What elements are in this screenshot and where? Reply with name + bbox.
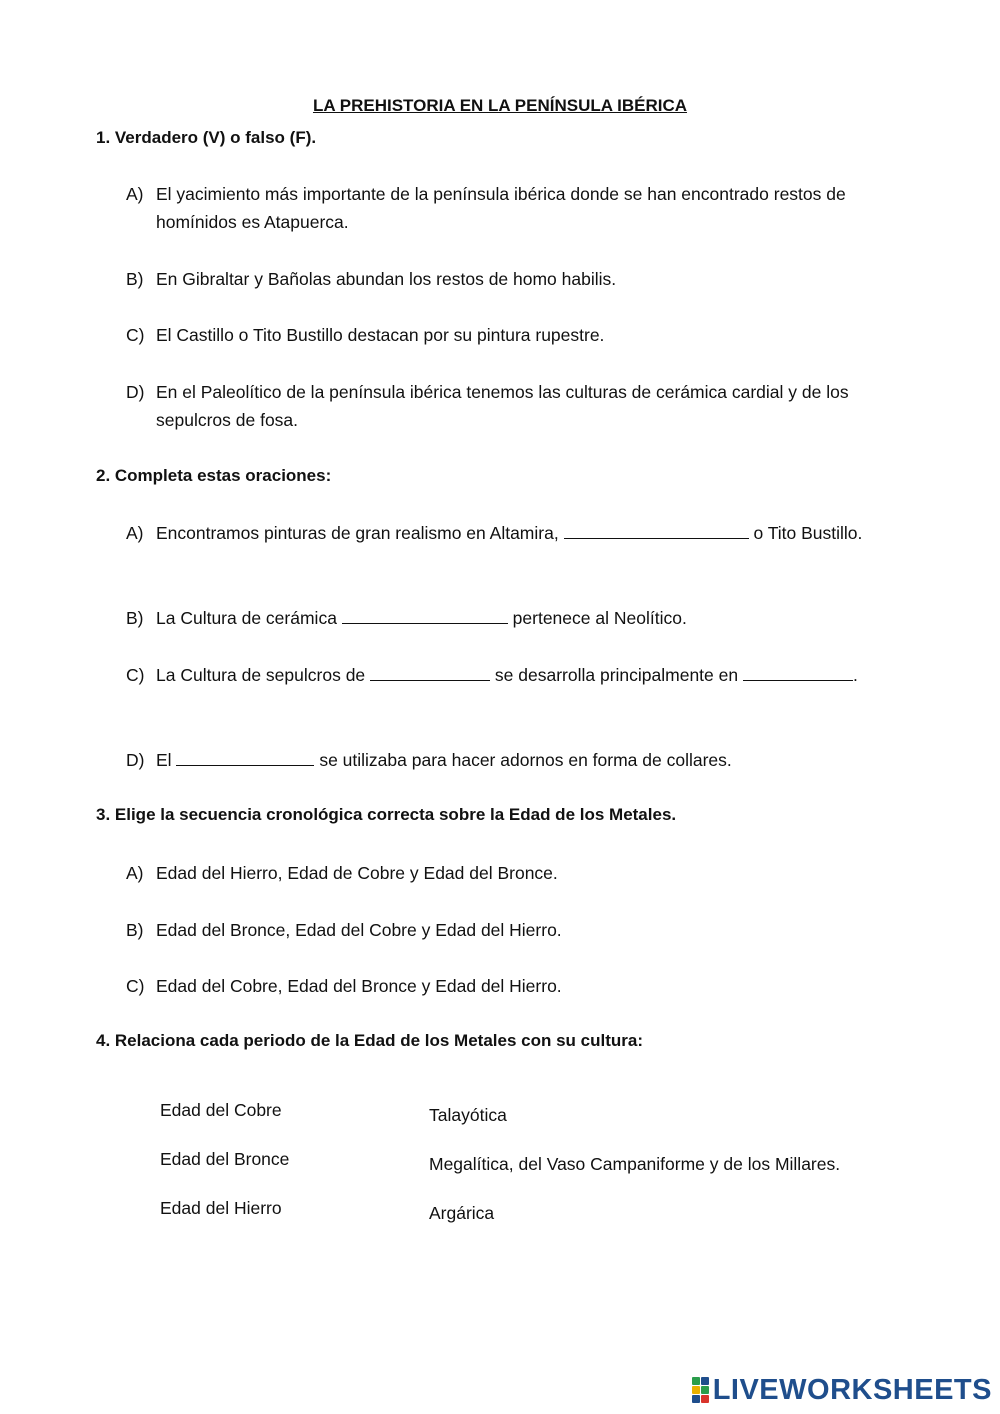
- sentence-part: La Cultura de sepulcros de: [156, 665, 366, 685]
- match-culture-megalitica[interactable]: Megalítica, del Vaso Campaniforme y de los Millares.: [429, 1154, 841, 1174]
- question-1b: [126, 265, 904, 293]
- item-text: [156, 519, 904, 547]
- item-letter: C): [126, 325, 145, 345]
- answer-blank[interactable]: [176, 747, 314, 766]
- item-text: [156, 604, 904, 632]
- match-culture-argarica[interactable]: Argárica: [429, 1203, 495, 1223]
- question-1d: [126, 378, 904, 434]
- item-letter: B): [126, 269, 144, 289]
- liveworksheets-logo: [692, 1373, 992, 1407]
- item-text: Edad del Bronce, Edad del Cobre y Edad del Hierro.: [156, 920, 562, 940]
- item-letter: A): [126, 523, 144, 543]
- item-letter: D): [126, 382, 145, 402]
- question-2b: [126, 604, 904, 632]
- question-2c: [126, 661, 904, 689]
- sentence-part: pertenece al Neolítico.: [512, 608, 687, 628]
- item-text: Edad del Hierro, Edad de Cobre y Edad del Bronce.: [156, 863, 558, 883]
- option-3a[interactable]: [126, 859, 904, 887]
- item-letter: B): [126, 920, 144, 940]
- match-culture-talayotica[interactable]: Talayótica: [429, 1105, 507, 1125]
- item-text: En el Paleolítico de la península ibérica tenemos las culturas de cerámica cardial y de los sepulcros de fosa.: [156, 382, 849, 430]
- item-letter: A): [126, 863, 144, 883]
- item-text: El Castillo o Tito Bustillo destacan por su pintura rupestre.: [156, 325, 605, 345]
- question-2a: [126, 519, 904, 547]
- item-text: En Gibraltar y Bañolas abundan los restos de homo habilis.: [156, 269, 617, 289]
- question-2d: [126, 746, 904, 774]
- answer-blank[interactable]: [342, 605, 508, 624]
- item-letter: A): [126, 184, 144, 204]
- section-2-heading: 2. Completa estas oraciones:: [96, 466, 332, 485]
- item-text: El yacimiento más importante de la península ibérica donde se han encontrado restos de homínidos es Atapuerca.: [156, 184, 846, 232]
- sentence-part: La Cultura de cerámica: [156, 608, 337, 628]
- section-4-heading: 4. Relaciona cada periodo de la Edad de los Metales con su cultura:: [96, 1031, 643, 1050]
- question-1a: [126, 180, 904, 236]
- sentence-part: .: [852, 665, 858, 685]
- liveworksheets-logo-icon: [692, 1377, 709, 1403]
- sentence-part: o Tito Bustillo.: [753, 523, 863, 543]
- option-3b[interactable]: [126, 916, 904, 944]
- answer-blank[interactable]: [743, 662, 853, 681]
- question-1c: [126, 321, 904, 349]
- item-text: [156, 746, 904, 774]
- section-3-heading: 3. Elige la secuencia cronológica correcta sobre la Edad de los Metales.: [96, 805, 677, 824]
- sentence-part: Encontramos pinturas de gran realismo en Altamira,: [156, 523, 559, 543]
- item-letter: C): [126, 665, 145, 685]
- item-letter: C): [126, 976, 145, 996]
- item-letter: D): [126, 750, 145, 770]
- sentence-part: se desarrolla principalmente en: [494, 665, 739, 685]
- item-text: Edad del Cobre, Edad del Bronce y Edad del Hierro.: [156, 976, 562, 996]
- match-period-iron[interactable]: Edad del Hierro: [160, 1198, 282, 1218]
- logo-text: LIVEWORKSHEETS: [712, 1373, 992, 1406]
- match-period-copper[interactable]: Edad del Cobre: [160, 1100, 282, 1120]
- option-3c[interactable]: [126, 972, 904, 1000]
- answer-blank[interactable]: [370, 662, 490, 681]
- item-text: [156, 661, 904, 689]
- item-letter: B): [126, 608, 144, 628]
- match-period-bronze[interactable]: Edad del Bronce: [160, 1149, 290, 1169]
- sentence-part: El: [156, 750, 172, 770]
- section-1-heading: 1. Verdadero (V) o falso (F).: [96, 128, 317, 147]
- sentence-part: se utilizaba para hacer adornos en forma de collares.: [319, 750, 732, 770]
- page-title: LA PREHISTORIA EN LA PENÍNSULA IBÉRICA: [312, 96, 688, 115]
- answer-blank[interactable]: [564, 520, 749, 539]
